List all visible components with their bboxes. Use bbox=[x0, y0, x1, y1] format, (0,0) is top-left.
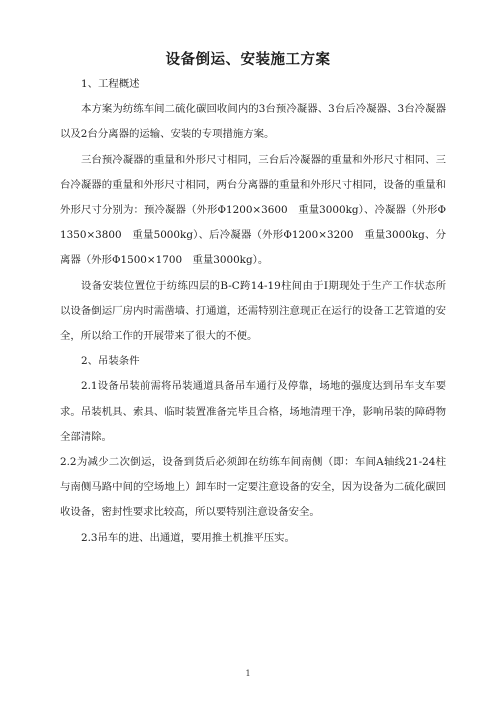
section-heading-overview: 1、工程概述 bbox=[81, 78, 140, 90]
paragraph-scope: 本方案为纺练车间二硫化碳回收间内的3台预冷凝器、3台后冷凝器、3台冷凝器以及2台分离器的运输、安装的专项措施方案。 bbox=[60, 103, 446, 141]
document-title: 设备倒运、安装施工方案 bbox=[165, 52, 331, 68]
paragraph-2-3: 2.3吊车的进、出通道，要用推土机推平压实。 bbox=[81, 531, 295, 544]
paragraph-2-2: 2.2为减少二次倒运，设备到货后必须卸在纺练车间南侧（即：车间A轴线21-24柱与南侧马路中间的空场地上）卸车时一定要注意设备的安全，因为设备为二硫化碳回收设备，密封性要求比较高，所以要特别注意设备安全。 bbox=[60, 456, 446, 519]
section-heading-lifting-conditions: 2、吊装条件 bbox=[81, 355, 140, 368]
page-number: 1 bbox=[245, 669, 251, 678]
paragraph-2-1: 2.1设备吊装前需将吊装通道具备吊车通行及停靠，场地的强度达到吊车支车要求。吊装机具、索具、临时装置准备完毕且合格，场地清理干净，影响吊装的障碍物全部清除。 bbox=[60, 380, 446, 443]
paragraph-equipment-specs: 三台预冷凝器的重量和外形尺寸相同，三台后冷凝器的重量和外形尺寸相同、三台冷凝器的重量和外形尺寸相同，两台分离器的重量和外形尺寸相同，设备的重量和外形尺寸分别为：预冷凝器（外形Φ1200×3600 重量3000kg）、冷凝器（外形Φ1350×3800 重量5000kg）、后冷凝器（外形Φ1200×3200 重量3000kg、分离器（外形Φ1500×1700 重量3000kg）。 bbox=[60, 153, 446, 267]
document-body bbox=[60, 72, 446, 551]
paragraph-location: 设备安装位置位于纺练四层的B-C跨14-19柱间由于Ⅰ期现处于生产工作状态所以设备倒运厂房内时需凿墙、打通道，还需特别注意现正在运行的设备工艺管道的安全，所以给工作的开展带来了很大的不便。 bbox=[60, 279, 446, 343]
